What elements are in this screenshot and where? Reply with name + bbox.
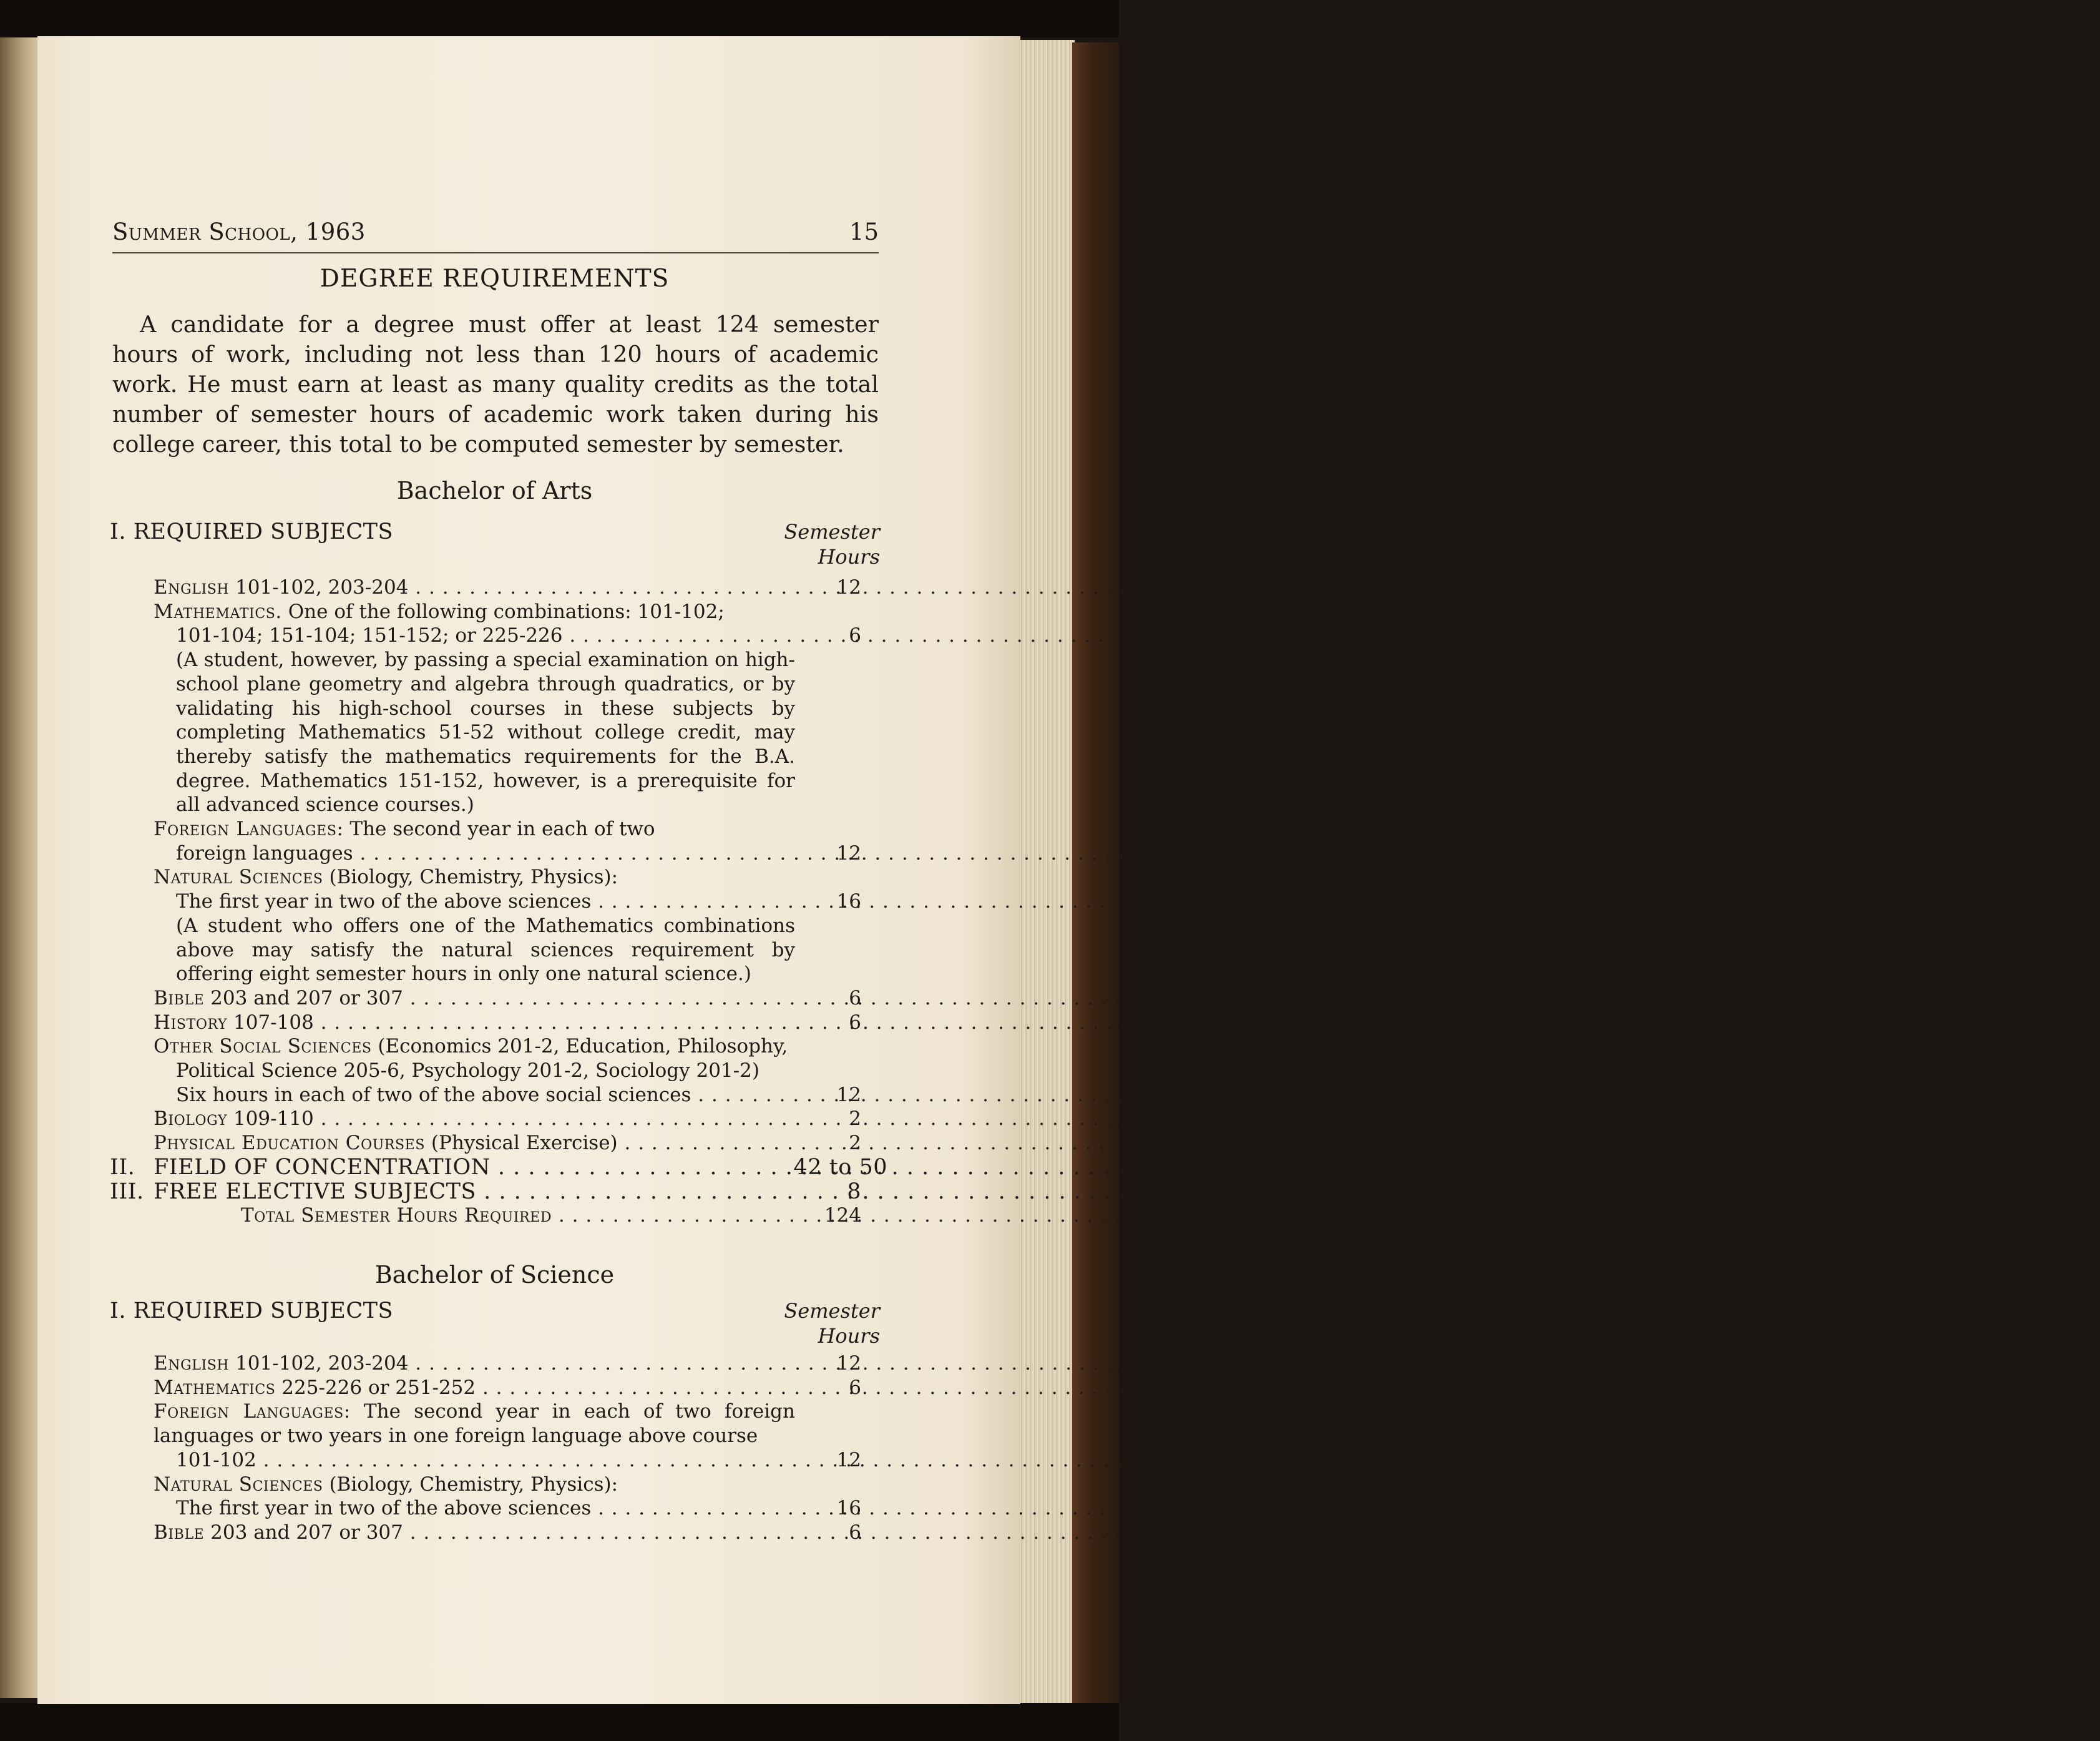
ba-requirements-list	[110, 576, 887, 1228]
list-item-mathematics: Mathematics 225-226 or 251-252 . . . 6	[154, 1376, 884, 1400]
hours-value: 2	[849, 1132, 861, 1155]
book-page	[37, 36, 1020, 1704]
note-mathematics: (A student, however, by passing a special examination on high-school plane geometry and algebra through quadratics, or by validating his high-school courses in these subjects by completing Mathematics 51-52 without college credit, may thereby satisfy the mathematics requirements for the B.A. degree. Mathematics 151-152, however, is a prerequisite for all advanced science courses.)	[176, 649, 795, 817]
section-title-bachelor-of-arts: Bachelor of Arts	[396, 477, 593, 504]
list-item-bible: Bible 203 and 207 or 307 . . . 6	[154, 986, 884, 1011]
hours-value: 12	[836, 1083, 861, 1106]
list-item-free-elective-subjects: III. FREE ELECTIVE SUBJECTS . . . 8	[154, 1180, 884, 1204]
list-item-english: English 101-102, 203-204 . . . 12	[154, 576, 884, 600]
intro-paragraph: A candidate for a degree must offer at least 124 semester hours of work, including not less than 120 hours of academic work. He must earn at least as many quality credits as the total number of semester hours of academic work taken during his college career, this total to be computed semester by semester.	[112, 311, 879, 458]
list-item-mathematics: Mathematics. One of the following combinations: 101-102; 101-104; 151-104; 151-152; or 225-226 . . . 6	[154, 600, 884, 648]
list-item-biology: Biology 109-110 . . . 2	[154, 1107, 884, 1131]
list-item-other-social-sciences: Other Social Sciences (Economics 201-2, Education, Philosophy, Political Science 205-6, Psychology 201-2, Sociology 201-2) Six hours in each of two of the above social sciences . . . 12	[154, 1034, 884, 1107]
hours-value: 2	[849, 1107, 861, 1130]
page-number: 15	[849, 218, 879, 245]
hours-value: 16	[836, 1497, 861, 1520]
hours-value: 12	[836, 1352, 861, 1375]
list-item-physical-education: Physical Education Courses (Physical Exercise) . . . 2	[154, 1131, 884, 1155]
semester-hours-heading: Semester Hours	[784, 1299, 880, 1348]
binding-gutter	[0, 37, 39, 1698]
section-title-bachelor-of-science: Bachelor of Science	[374, 1261, 615, 1288]
list-item-foreign-languages: Foreign Languages: The second year in each of two foreign languages or two years in one foreign language above course 101-102 . . . 12	[154, 1400, 884, 1472]
page-title: DEGREE REQUIREMENTS	[320, 265, 670, 293]
hours-value: 8	[847, 1179, 861, 1204]
running-title: Summer School, 1963	[112, 218, 366, 245]
hours-value: 42 to 50	[793, 1154, 887, 1180]
hours-value: 6	[849, 986, 861, 1009]
list-item-history: History 107-108 . . . 6	[154, 1011, 884, 1035]
note-natural-sciences: (A student who offers one of the Mathematics combinations above may satisfy the natural sciences requirement by offering eight semester hours in only one natural science.)	[176, 914, 795, 986]
list-item-natural-sciences: Natural Sciences (Biology, Chemistry, Physics): The first year in two of the above sciences . . . 16	[154, 1473, 884, 1521]
scan-background-bottom	[0, 1703, 1119, 1741]
hours-value: 6	[849, 1011, 861, 1034]
list-item-foreign-languages: Foreign Languages: The second year in each of two foreign languages . . . 12	[154, 817, 884, 865]
list-item-english: English 101-102, 203-204 . . . 12	[154, 1351, 884, 1376]
semester-hours-heading: Semester Hours	[784, 520, 880, 569]
required-subjects-heading: I. REQUIRED SUBJECTS	[110, 519, 393, 544]
list-item-natural-sciences: Natural Sciences (Biology, Chemistry, Physics): The first year in two of the above sciences . . . 16	[154, 865, 884, 913]
hours-value: 12	[836, 841, 861, 865]
scan-background-top	[0, 0, 1119, 37]
hours-value: 124	[824, 1204, 861, 1227]
list-item-total-hours: Total Semester Hours Required . . . 124	[154, 1204, 884, 1228]
required-subjects-heading: I. REQUIRED SUBJECTS	[110, 1298, 393, 1323]
hours-value: 16	[836, 890, 861, 913]
list-item-field-of-concentration: II. FIELD OF CONCENTRATION . . . 42 to 50	[154, 1155, 884, 1180]
bs-requirements-list	[154, 1351, 884, 1545]
hours-value: 6	[849, 624, 861, 647]
hours-value: 12	[836, 576, 861, 599]
running-header	[112, 217, 879, 253]
hours-value: 6	[849, 1521, 861, 1544]
list-item-bible: Bible 203 and 207 or 307 . . . 6	[154, 1521, 884, 1545]
hours-value: 12	[836, 1448, 861, 1471]
hours-value: 6	[849, 1376, 861, 1399]
